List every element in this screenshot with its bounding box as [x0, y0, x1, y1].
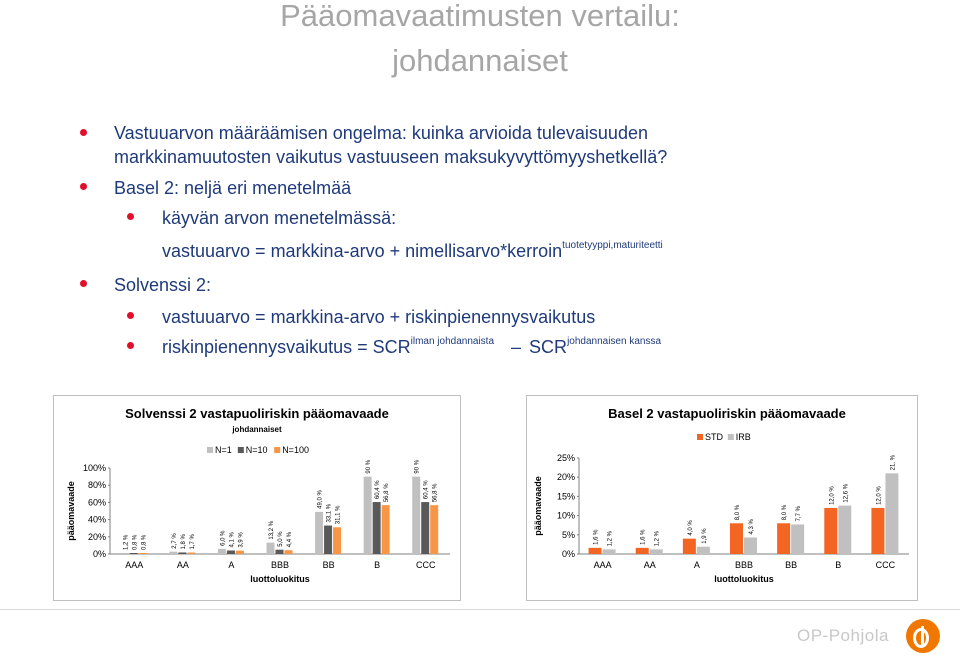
basel-bar-STD-CCC	[871, 508, 884, 554]
solvency-bar-N1-B	[364, 477, 372, 554]
basel-bar-STD-A	[683, 539, 696, 554]
basel-x-tick-0: AAA	[593, 560, 612, 570]
solvency-bar-label-0-6: 90 %	[414, 459, 421, 474]
solvency-bar-label-0-3: 13,2 %	[269, 520, 275, 540]
scr-formula-b: SCR	[529, 337, 568, 357]
bullet-3-text: Solvenssi 2:	[114, 275, 212, 295]
solvency-bar-N1-BBB	[267, 543, 275, 554]
bullet-2-icon	[80, 183, 87, 190]
basel-bar-IRB-AA	[650, 549, 663, 554]
basel-x-tick-6: CCC	[875, 560, 896, 570]
solvency-bar-label-2-4: 31,1 %	[335, 505, 342, 525]
solvency-bar-N100-BBB	[285, 550, 293, 554]
solvency-legend-swatch-0	[207, 447, 213, 453]
basel-bar-IRB-A	[697, 547, 710, 554]
solvency-legend-swatch-2	[274, 447, 280, 453]
basel-bar-label-0-0: 1,6 %	[593, 529, 600, 545]
solvency-chart-frame	[53, 395, 461, 601]
bullet-1-line-1: Vastuuarvon määräämisen ongelma: kuinka arvioida tulevaisuuden	[114, 123, 648, 143]
solvency-bar-N10-AA	[178, 552, 186, 554]
scr-formula-dash: –	[511, 337, 522, 357]
bullet-3-icon	[80, 280, 87, 287]
solvency-bar-label-1-2: 4,1 %	[229, 532, 236, 548]
solvency-bar-N1-AAA	[121, 553, 129, 554]
solvency-bar-N10-BBB	[276, 550, 284, 554]
basel-formula-sup: tuotetyyppi,maturiteetti	[562, 240, 663, 251]
basel-bar-label-1-3: 4,3 %	[749, 519, 755, 535]
solvency-bar-label-1-5: 60,4 %	[375, 480, 382, 500]
solvency-bar-label-2-3: 4,4 %	[287, 531, 293, 548]
solvency-bar-N1-A	[218, 549, 226, 554]
basel-bar-STD-B	[824, 508, 837, 554]
solvency-y-tick-3: 60%	[87, 497, 106, 508]
basel-x-axis-label: luottoluokitus	[714, 574, 774, 584]
basel-legend-label-1: IRB	[735, 432, 751, 442]
basel-y-tick-1: 5%	[561, 529, 575, 540]
basel-bar-STD-AAA	[589, 548, 602, 554]
basel-bar-STD-BB	[777, 523, 790, 554]
basel-bar-IRB-B	[838, 506, 851, 554]
solvency-x-tick-0: AAA	[125, 560, 144, 570]
solvency-bar-N1-BB	[315, 512, 323, 554]
solvency-bar-label-0-2: 6,0 %	[220, 530, 227, 546]
basel-bar-label-1-1: 1,2 %	[654, 531, 661, 547]
basel-y-tick-0: 0%	[561, 549, 575, 559]
sub-bullet-3a-icon	[127, 312, 134, 319]
solvency-x-tick-4: BB	[322, 560, 335, 570]
solvency-bar-N10-AAA	[130, 553, 138, 554]
solvency-bar-label-2-0: 0,8 %	[141, 534, 148, 550]
basel-y-tick-2: 10%	[556, 510, 575, 521]
solvency-bar-N1-AA	[169, 552, 177, 554]
basel-x-tick-3: BBB	[734, 560, 754, 570]
solvency-y-tick-5: 100%	[82, 463, 106, 473]
basel-bar-label-1-0: 1,2 %	[607, 531, 614, 547]
basel-chart-frame	[526, 395, 918, 601]
solvency-bar-label-1-3: 5,0 %	[278, 531, 284, 547]
solvency-y-axis-label: pääomavaade	[66, 481, 76, 541]
solvency-bar-N100-B	[382, 505, 390, 554]
basel-bar-label-1-5: 12,6 %	[843, 483, 850, 503]
basel-bar-label-0-4: 8,0 %	[782, 504, 789, 521]
basel-y-tick-4: 20%	[556, 472, 575, 483]
basel-legend-swatch-1	[728, 434, 734, 440]
basel-bar-IRB-BB	[791, 524, 804, 554]
scr-formula-a: riskinpienennysvaikutus = SCR	[162, 337, 411, 357]
solvency-chart-title: Solvenssi 2 vastapuoliriskin pääomavaade	[125, 406, 389, 421]
basel-x-tick-1: AA	[643, 560, 656, 570]
solvency-bar-N10-B	[373, 502, 381, 554]
solvency-bar-label-0-1: 2,7 %	[171, 533, 178, 549]
solvency-legend-swatch-1	[238, 447, 244, 453]
basel-bar-label-0-3: 8,0 %	[735, 504, 741, 521]
sub-bullet-2-icon	[127, 213, 134, 220]
solvency-legend-label-2: N=100	[282, 445, 309, 455]
solvency-y-tick-2: 40%	[87, 514, 106, 525]
solvency-chart	[54, 396, 460, 600]
solvency-bar-N100-CCC	[430, 505, 438, 554]
solvency-bar-label-0-4: 49,0 %	[317, 490, 324, 509]
basel-bar-label-0-6: 12,0 %	[876, 486, 883, 505]
basel-x-tick-4: BB	[785, 560, 798, 570]
basel-bar-label-0-1: 1,6 %	[640, 529, 647, 545]
basel-bar-IRB-BBB	[744, 537, 757, 554]
basel-x-tick-2: A	[693, 560, 700, 570]
solvency-bar-label-1-0: 0,8 %	[132, 534, 139, 550]
solvency-x-tick-5: B	[374, 560, 381, 570]
scr-formula-sup-2: johdannaisen kanssa	[567, 336, 662, 347]
basel-bar-label-0-2: 4,0 %	[687, 520, 694, 536]
solvency-legend-label-1: N=10	[245, 445, 268, 455]
basel-formula-text: vastuuarvo = markkina-arvo + nimellisarvo*kerroin	[162, 241, 563, 261]
bullet-1-line-2: markkinamuutosten vaikutus vastuuseen maksukyvyttömyyshetkellä?	[114, 147, 668, 167]
solvency-y-tick-1: 20%	[87, 531, 106, 542]
basel-bar-IRB-CCC	[885, 473, 898, 554]
basel-legend-swatch-0	[697, 434, 703, 440]
basel-y-tick-3: 15%	[556, 491, 575, 502]
solvency-bar-label-2-1: 1,7 %	[189, 534, 196, 550]
bullet-3-sub-1: vastuuarvo = markkina-arvo + riskinpienennysvaikutus	[162, 307, 596, 327]
solvency-bar-N100-BB	[333, 527, 341, 554]
bullet-1-icon	[80, 129, 87, 136]
solvency-bar-N10-A	[227, 550, 235, 554]
solvency-bar-N1-CCC	[412, 477, 420, 554]
basel-bar-STD-AA	[636, 548, 649, 554]
basel-bar-label-1-4: 7,7 %	[796, 506, 803, 522]
basel-bar-STD-BBB	[730, 523, 743, 554]
basel-chart	[527, 396, 917, 600]
solvency-bar-N10-CCC	[421, 502, 429, 554]
solvency-bar-N100-A	[236, 551, 244, 554]
solvency-bar-label-2-6: 56,8 %	[432, 483, 439, 503]
solvency-x-tick-2: A	[228, 560, 235, 570]
solvency-bar-N100-AAA	[139, 553, 147, 554]
scr-formula-sup-1: ilman johdannaista	[410, 336, 495, 347]
sub-bullet-3b-icon	[127, 342, 134, 349]
op-logo-icon	[906, 619, 940, 653]
solvency-bar-N10-BB	[324, 526, 332, 554]
solvency-bar-label-1-6: 60,4 %	[423, 480, 430, 500]
basel-bar-IRB-AAA	[603, 549, 616, 554]
solvency-legend-label-0: N=1	[215, 445, 232, 455]
solvency-y-tick-0: 0%	[92, 549, 106, 559]
solvency-chart-subtitle: johdannaiset	[232, 425, 282, 434]
solvency-bar-label-0-0: 1,2 %	[123, 534, 130, 550]
footer-logo-text: OP-Pohjola	[797, 626, 889, 645]
solvency-y-tick-4: 80%	[87, 480, 106, 491]
basel-y-tick-5: 25%	[556, 453, 575, 463]
basel-bar-label-0-5: 12,0 %	[829, 486, 836, 505]
solvency-x-tick-6: CCC	[415, 560, 436, 570]
basel-chart-title: Basel 2 vastapuoliriskin pääomavaade	[608, 406, 846, 421]
bullet-3-sub-2	[162, 336, 661, 358]
solvency-x-tick-1: AA	[176, 560, 189, 570]
bullet-2-sub: käyvän arvon menetelmässä:	[162, 208, 397, 228]
solvency-x-axis-label: luottoluokitus	[250, 574, 310, 584]
solvency-bar-label-2-5: 56,8 %	[384, 483, 391, 503]
title-line-2: johdannaiset	[392, 43, 568, 78]
basel-x-tick-5: B	[835, 560, 842, 570]
basel-legend-label-0: STD	[705, 432, 723, 442]
solvency-bar-label-2-2: 3,9 %	[238, 532, 245, 548]
solvency-bar-label-1-4: 33,1 %	[326, 503, 333, 523]
bullet-2-text: Basel 2: neljä eri menetelmää	[114, 178, 352, 198]
basel-formula	[162, 240, 663, 262]
title-line-1: Pääomavaatimusten vertailu:	[280, 0, 680, 33]
basel-y-axis-label: pääomavaade	[533, 476, 543, 536]
solvency-bar-label-1-1: 1,8 %	[180, 534, 187, 550]
basel-bar-label-1-2: 1,9 %	[701, 528, 708, 544]
solvency-x-tick-3: BBB	[270, 560, 290, 570]
basel-bar-label-1-6: 21, %	[890, 455, 897, 471]
solvency-bar-N100-AA	[187, 553, 195, 554]
solvency-bar-label-0-5: 90 %	[366, 459, 373, 474]
